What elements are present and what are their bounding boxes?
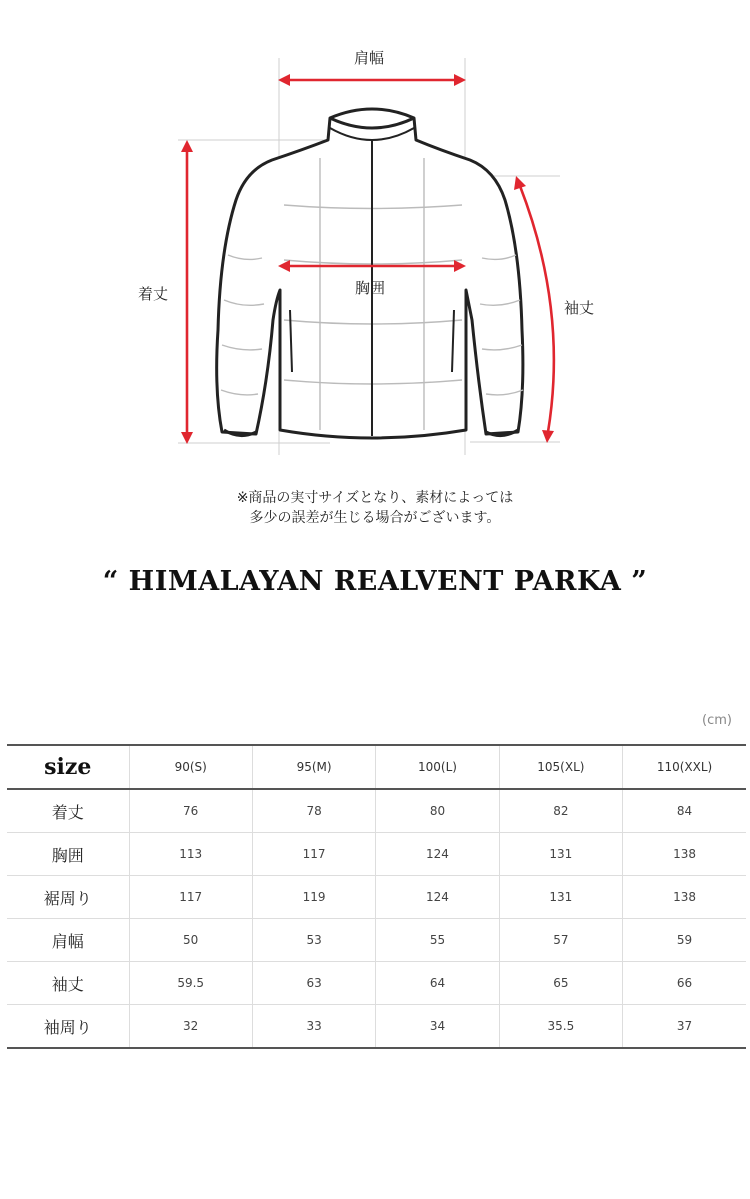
length-label: 着丈 [138,285,169,303]
size-header-cell: 105(XL) [499,745,622,789]
table-cell: 64 [376,962,499,1005]
table-cell: 34 [376,1005,499,1049]
row-label: 着丈 [51,802,84,822]
table-cell: 32 [129,1005,252,1049]
product-title: “ HIMALAYAN REALVENT PARKA ” [102,566,648,597]
sleeve-arrow [520,186,554,432]
size-table-header [7,745,746,789]
table-row [7,1005,746,1049]
table-cell: 138 [623,833,746,876]
table-cell: 50 [129,919,252,962]
row-label: 肩幅 [51,931,84,951]
jacket-measurement-diagram [0,0,750,470]
unit-label: (cm) [702,713,732,728]
table-cell: 84 [623,789,746,833]
table-cell: 55 [376,919,499,962]
table-row [7,833,746,876]
table-cell: 131 [499,876,622,919]
table-row [7,876,746,919]
table-cell: 66 [623,962,746,1005]
chest-label: 胸囲 [355,279,386,297]
note-line-2: 多少の誤差が生じる場合がございます。 [249,510,501,526]
table-cell: 53 [252,919,375,962]
table-cell: 57 [499,919,622,962]
table-cell: 138 [623,876,746,919]
size-header-cell: 95(M) [252,745,375,789]
table-cell: 131 [499,833,622,876]
table-row [7,962,746,1005]
table-cell: 119 [252,876,375,919]
table-cell: 35.5 [499,1005,622,1049]
row-label: 裾周り [43,888,92,908]
measurement-note [0,488,750,528]
table-cell: 37 [623,1005,746,1049]
size-header-cell: 90(S) [129,745,252,789]
table-cell: 63 [252,962,375,1005]
sleeve-label: 袖丈 [564,299,595,317]
shoulder-label: 肩幅 [354,49,385,67]
table-cell: 82 [499,789,622,833]
table-cell: 65 [499,962,622,1005]
table-cell: 124 [376,876,499,919]
table-row [7,789,746,833]
table-cell: 76 [129,789,252,833]
table-cell: 113 [129,833,252,876]
table-cell: 117 [129,876,252,919]
table-cell: 124 [376,833,499,876]
table-cell: 80 [376,789,499,833]
table-cell: 78 [252,789,375,833]
table-cell: 59 [623,919,746,962]
row-label: 胸囲 [51,845,84,865]
size-header-cell: size [44,754,92,780]
jacket-icon [217,109,523,438]
table-row [7,919,746,962]
table-cell: 59.5 [129,962,252,1005]
row-label: 袖丈 [51,974,84,994]
row-label: 袖周り [43,1017,92,1037]
table-cell: 33 [252,1005,375,1049]
size-header-cell: 100(L) [376,745,499,789]
size-table [7,744,746,1049]
note-line-1: ※商品の実寸サイズとなり、素材によっては [236,490,514,506]
table-cell: 117 [252,833,375,876]
size-header-cell: 110(XXL) [623,745,746,789]
